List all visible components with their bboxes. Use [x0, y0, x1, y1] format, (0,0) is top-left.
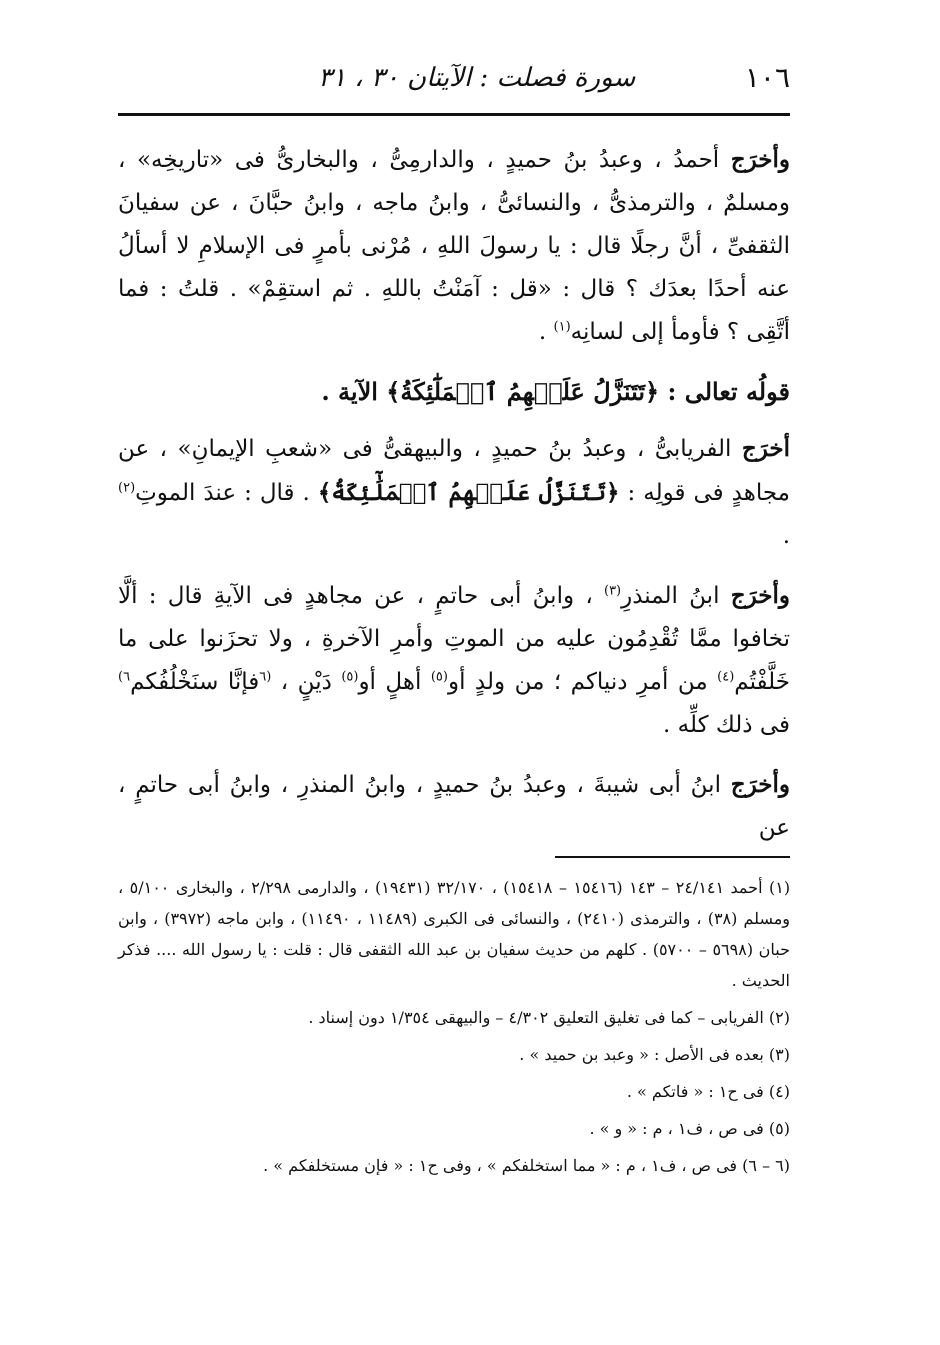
- footnote-ref-5: (٥): [341, 669, 359, 685]
- footnote-4: (٤) فى ح١ : « فاتكم » .: [626, 1082, 790, 1101]
- paragraph-text-a: ابنُ المنذرِ: [621, 583, 731, 609]
- page-number: ١٠٦: [744, 61, 790, 94]
- paragraph-text-e: دَيْنٍ ،: [271, 669, 342, 695]
- paragraph-2: [118, 427, 790, 558]
- footnote-ref-6-close: ٦): [118, 669, 131, 685]
- running-title: سورة فصلت : الآيتان ٣٠ ، ٣١: [318, 63, 636, 93]
- footnote-ref-4: (٤): [717, 669, 735, 685]
- paragraph-text: الفريابىُّ ، وعبدُ بنُ حميدٍ ، والبيهقىُّ فى «شعبِ الإيمانِ» ، عن مجاهدٍ فى قولِه :: [118, 436, 791, 506]
- heading-text: قولُه تعالى :: [659, 377, 790, 406]
- quran-quote: ﴿تَتَنَزَّلُ عَلَيۡهِمُ ٱلۡمَلَٰٓئِكَةُ﴾: [386, 377, 660, 406]
- footnote-ref-3: (٣): [603, 583, 622, 599]
- paragraph-text: ابنُ أبى شيبةَ ، وعبدُ بنُ حميدٍ ، وابنُ المنذرِ ، وابنُ أبى حاتمٍ ، عن: [118, 772, 790, 841]
- footnote-ref-5: (٥): [430, 669, 448, 685]
- paragraph-text-d: أهلٍ أو: [358, 669, 431, 695]
- main-text: [118, 138, 790, 866]
- footnote-ref-1: (١): [553, 319, 571, 335]
- paragraph-tail: .: [782, 523, 790, 549]
- heading-tail: الآية .: [321, 377, 387, 406]
- quran-quote: ﴿تَتَنَزَّلُ عَلَيۡهِمُ ٱلۡمَلَٰٓئِكَةُ﴾: [317, 479, 620, 506]
- paragraph-lead: وأخرَج: [730, 582, 790, 609]
- paragraph-text-c: من أمرِ دنياكم ؛ من ولدٍ أو: [447, 669, 718, 695]
- paragraph-text-f: فإنَّا سنَخْلُفُكم: [130, 669, 260, 695]
- footnote-ref-2: (٢): [118, 480, 136, 496]
- paragraph-text-g: فى ذلك كلِّه .: [663, 712, 790, 738]
- footnotes: [118, 872, 790, 1187]
- paragraph-lead: وأخرَج: [730, 771, 790, 798]
- footnote-separator: [555, 856, 790, 858]
- footnote-3: (٣) بعده فى الأصل : « وعبد بن حميد » .: [519, 1045, 790, 1064]
- footnote-1: (١) أحمد ٢٤/١٤١ – ١٤٣ (١٥٤١٦ – ١٥٤١٨) ، ٣٢/١٧٠ (١٩٤٣١) ، والدارمى ٢/٢٩٨ ، والبخارى ٥/١٠٠ ، ومسلم (٣٨) ، والترمذى (٢٤١٠) ، والنسائى فى الكبرى (١١٤٨٩ ، ١١٤٩٠) ، وابن ماجه (٣٩٧٢) ، وابن حبان (٥٦٩٨ – ٥٧٠٠) . كلهم من حديث سفيان بن عبد الله الثقفى قال : قلت : يا رسول الله .... فذكر الحديث .: [118, 878, 791, 990]
- paragraph-tail: .: [538, 319, 554, 345]
- paragraph-lead: وأخرَج: [730, 146, 790, 173]
- paragraph-text-b: ، وابنُ أبى حاتمٍ ، عن مجاهدٍ فى الآيةِ قال : ألَّا تخافوا ممَّا تُقْدِمُون عليه من الموتِ وأمرِ الآخرةِ ، ولا تحزَنوا على ما خَلَّفْتُم: [118, 583, 790, 695]
- page-header: [118, 58, 790, 110]
- footnote-5: (٥) فى ص ، ف١ ، م : « و » .: [589, 1119, 790, 1138]
- paragraph-4: [118, 763, 790, 850]
- paragraph-lead: أخرَج: [741, 435, 790, 462]
- header-rule: [118, 113, 790, 116]
- paragraph-3: [118, 574, 790, 747]
- footnote-2: (٢) الفريابى – كما فى تغليق التعليق ٤/٣٠٢ – والبيهقى ١/٣٥٤ دون إسناد .: [308, 1008, 790, 1027]
- verse-heading: [118, 370, 790, 413]
- footnote-ref-6-open: (٦: [259, 669, 272, 685]
- footnote-6: (٦ – ٦) فى ص ، ف١ ، م : « مما استخلفكم » ، وفى ح١ : « فإن مستخلفكم » .: [263, 1156, 790, 1175]
- paragraph-text: أحمدُ ، وعبدُ بنُ حميدٍ ، والدارمِىُّ ، والبخارىُّ فى «تاريخِه» ، ومسلمٌ ، والترمذىُّ ، والنسائىُّ ، وابنُ ماجه ، وابنُ حبَّانَ ، عن سفيانَ الثقفىِّ ، أنَّ رجلًا قال : يا رسولَ اللهِ ، مُرْنى بأمرٍ فى الإسلامِ لا أسألُ عنه أحدًا بعدَك ؟ قال : «قل : آمَنْتُ باللهِ . ثم استقِمْ» . قلتُ : فما أتَّقِى ؟ فأومأ إلى لسانِه: [118, 147, 790, 345]
- paragraph-1: [118, 138, 790, 354]
- paragraph-text-2: . قال : عندَ الموتِ: [135, 480, 318, 506]
